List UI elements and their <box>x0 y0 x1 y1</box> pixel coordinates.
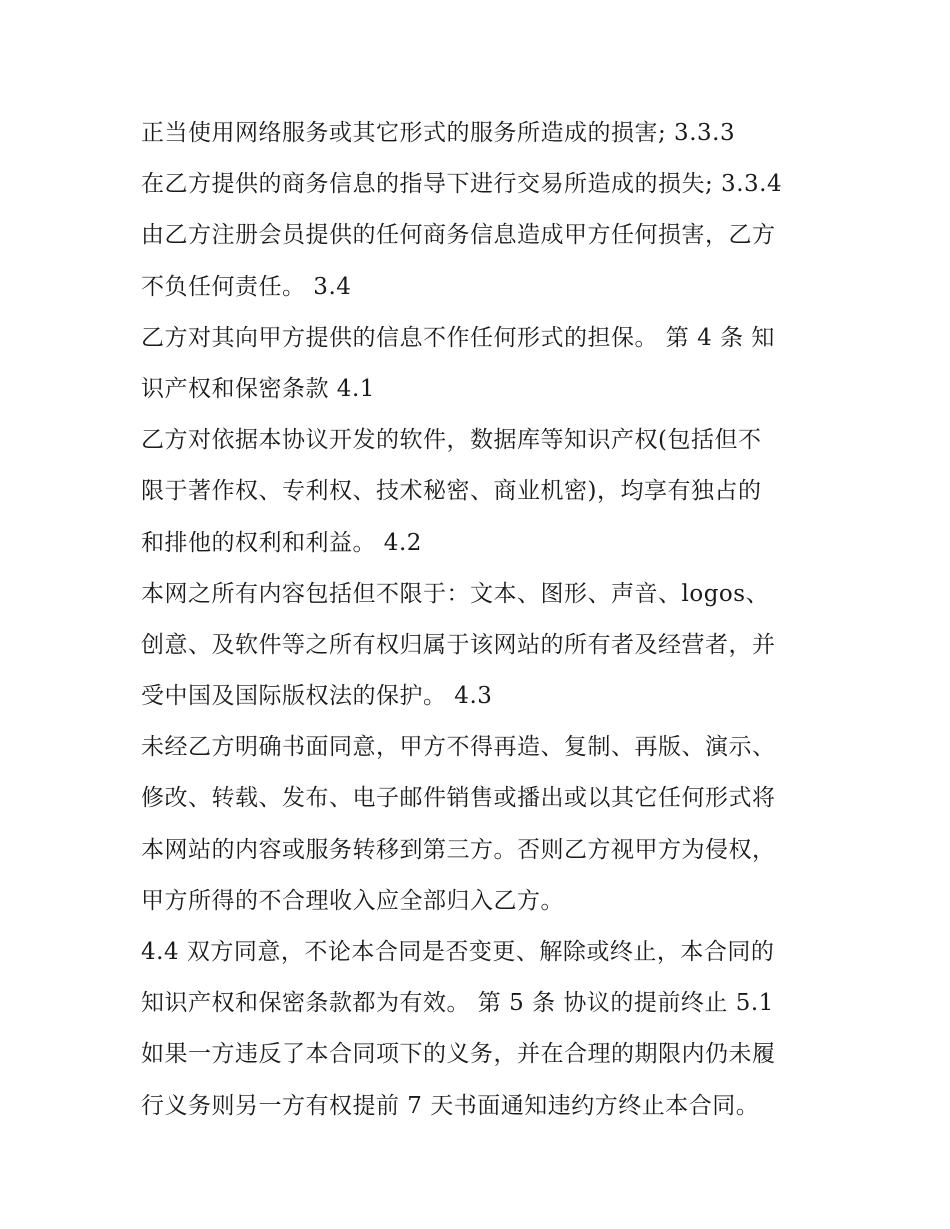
text-line: 和排他的权利和利益。 4.2 <box>141 529 422 556</box>
text-line: 知识产权和保密条款都为有效。 第 5 条 协议的提前终止 5.1 <box>141 990 774 1017</box>
text-line: 乙方对依据本协议开发的软件，数据库等知识产权(包括但不 <box>141 427 762 454</box>
text-line: 本网站的内容或服务转移到第三方。否则乙方视甲方为侵权， <box>141 836 776 863</box>
text-line: 由乙方注册会员提供的任何商务信息造成甲方任何损害，乙方 <box>141 222 776 249</box>
text-line: 如果一方违反了本合同项下的义务，并在合理的期限内仍未履 <box>141 1041 776 1068</box>
text-line: 修改、转载、发布、电子邮件销售或播出或以其它任何形式将 <box>141 785 776 812</box>
text-line: 甲方所得的不合理收入应全部归入乙方。 <box>141 887 564 914</box>
text-line: 未经乙方明确书面同意，甲方不得再造、复制、再版、演示、 <box>141 734 776 761</box>
text-line: 本网之所有内容包括但不限于：文本、图形、声音、logos、 <box>141 580 770 607</box>
document-body <box>141 108 831 1132</box>
text-line: 不负任何责任。 3.4 <box>141 273 352 300</box>
text-line: 识产权和保密条款 4.1 <box>141 375 375 402</box>
text-line: 限于著作权、专利权、技术秘密、商业机密)，均享有独占的 <box>141 478 762 505</box>
text-line: 行义务则另一方有权提前 7 天书面通知违约方终止本合同。 <box>141 1092 760 1119</box>
text-line: 受中国及国际版权法的保护。 4.3 <box>141 683 493 710</box>
text-line: 正当使用网络服务或其它形式的服务所造成的损害; 3.3.3 <box>141 120 736 146</box>
text-line: 乙方对其向甲方提供的信息不作任何形式的担保。 第 4 条 知 <box>141 324 775 351</box>
text-line: 4.4 双方同意，不论本合同是否变更、解除或终止，本合同的 <box>141 939 775 965</box>
text-line: 在乙方提供的商务信息的指导下进行交易所造成的损失; 3.3.4 <box>141 171 783 198</box>
text-line: 创意、及软件等之所有权归属于该网站的所有者及经营者，并 <box>141 631 776 658</box>
